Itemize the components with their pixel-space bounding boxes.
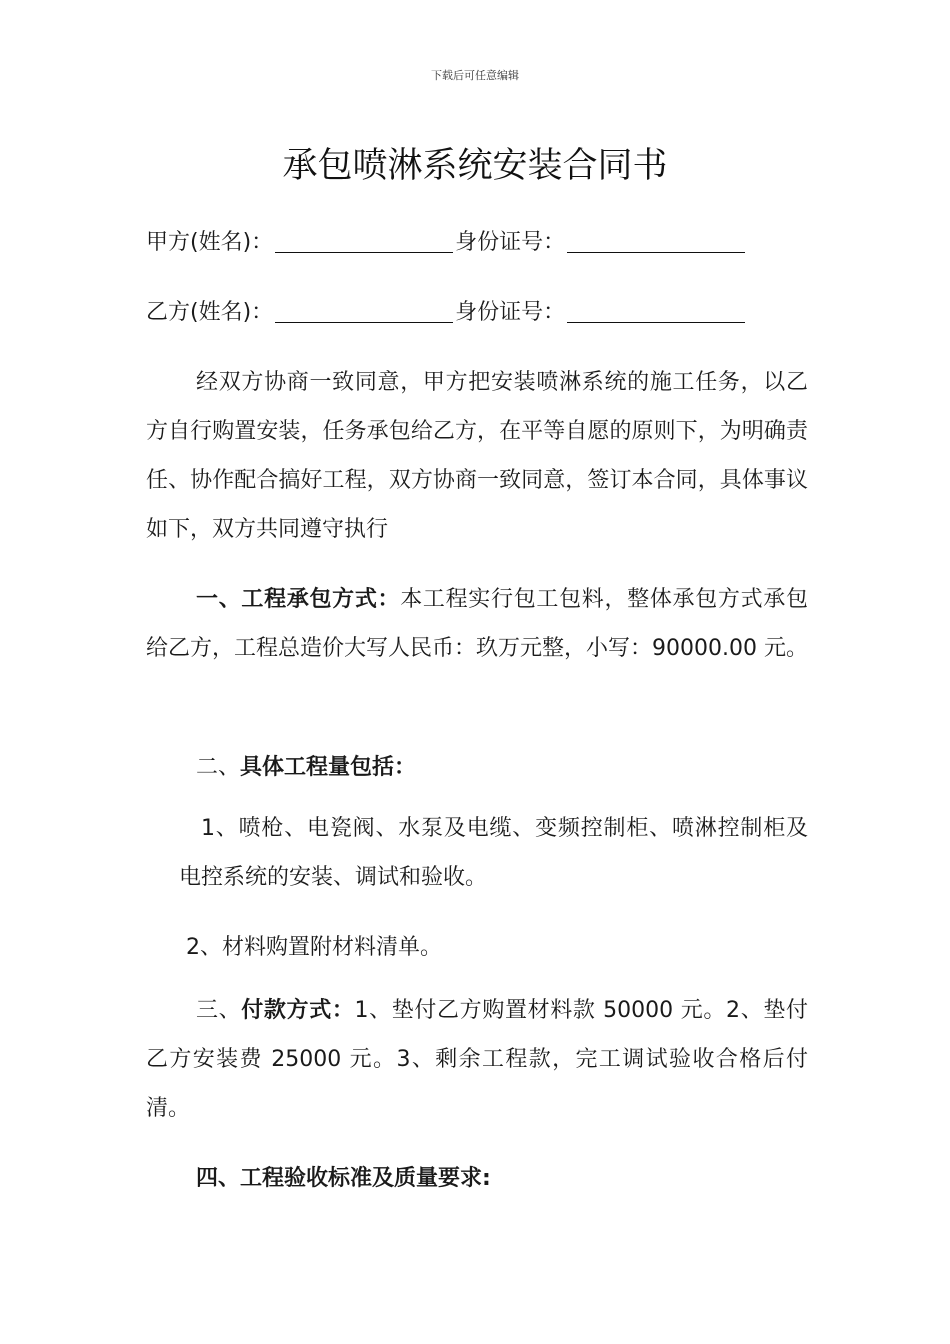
section-1-heading: 一、工程承包方式： (196, 587, 401, 612)
party-b-name-label: 乙方(姓名)： (146, 300, 274, 325)
party-a-name-blank (275, 230, 453, 253)
section-3-heading: 付款方式： (241, 998, 355, 1023)
party-b-id-label: 身份证号： (455, 300, 566, 325)
party-a-id-label: 身份证号： (455, 230, 566, 255)
section-2-number: 二、 (196, 755, 241, 780)
section-1-body: 本工程实行包工包料，整体承包方式承包给乙方，工程总造价大写人民币：玖万元整，小写：90000.00 元。 (146, 587, 808, 661)
section-3-number: 三、 (196, 998, 242, 1023)
section-2-title: 具体工程量包括： (240, 755, 417, 780)
section-4-heading: 四、工程验收标准及质量要求: (196, 1166, 491, 1191)
header-note: 下载后可任意编辑 (431, 69, 519, 82)
section-2-heading (196, 750, 416, 781)
section-1 (146, 575, 808, 673)
party-b-name-blank (275, 300, 453, 323)
section-3 (146, 986, 808, 1133)
section-2-item-2: 2、材料购置附材料清单。 (186, 935, 442, 960)
party-b-id-blank (567, 300, 745, 323)
section-2-item-1: 1、喷枪、电瓷阀、水泵及电缆、变频控制柜、喷淋控制柜及电控系统的安装、调试和验收。 (179, 816, 808, 890)
section-3-body: 1、垫付乙方购置材料款 50000 元。2、垫付乙方安装费 25000 元。3、剩余工程款，完工调试验收合格后付清。 (146, 998, 808, 1121)
party-a-line (146, 225, 747, 256)
party-a-name-label: 甲方(姓名)： (146, 230, 274, 255)
party-a-id-blank (567, 230, 745, 253)
intro-paragraph: 经双方协商一致同意，甲方把安装喷淋系统的施工任务，以乙方自行购置安装，任务承包给乙方，在平等自愿的原则下，为明确责任、协作配合搞好工程，双方协商一致同意，签订本合同，具体事议如下，双方共同遵守执行 (146, 370, 808, 542)
document-title: 承包喷淋系统安装合同书 (282, 146, 668, 186)
party-b-line (146, 295, 747, 326)
